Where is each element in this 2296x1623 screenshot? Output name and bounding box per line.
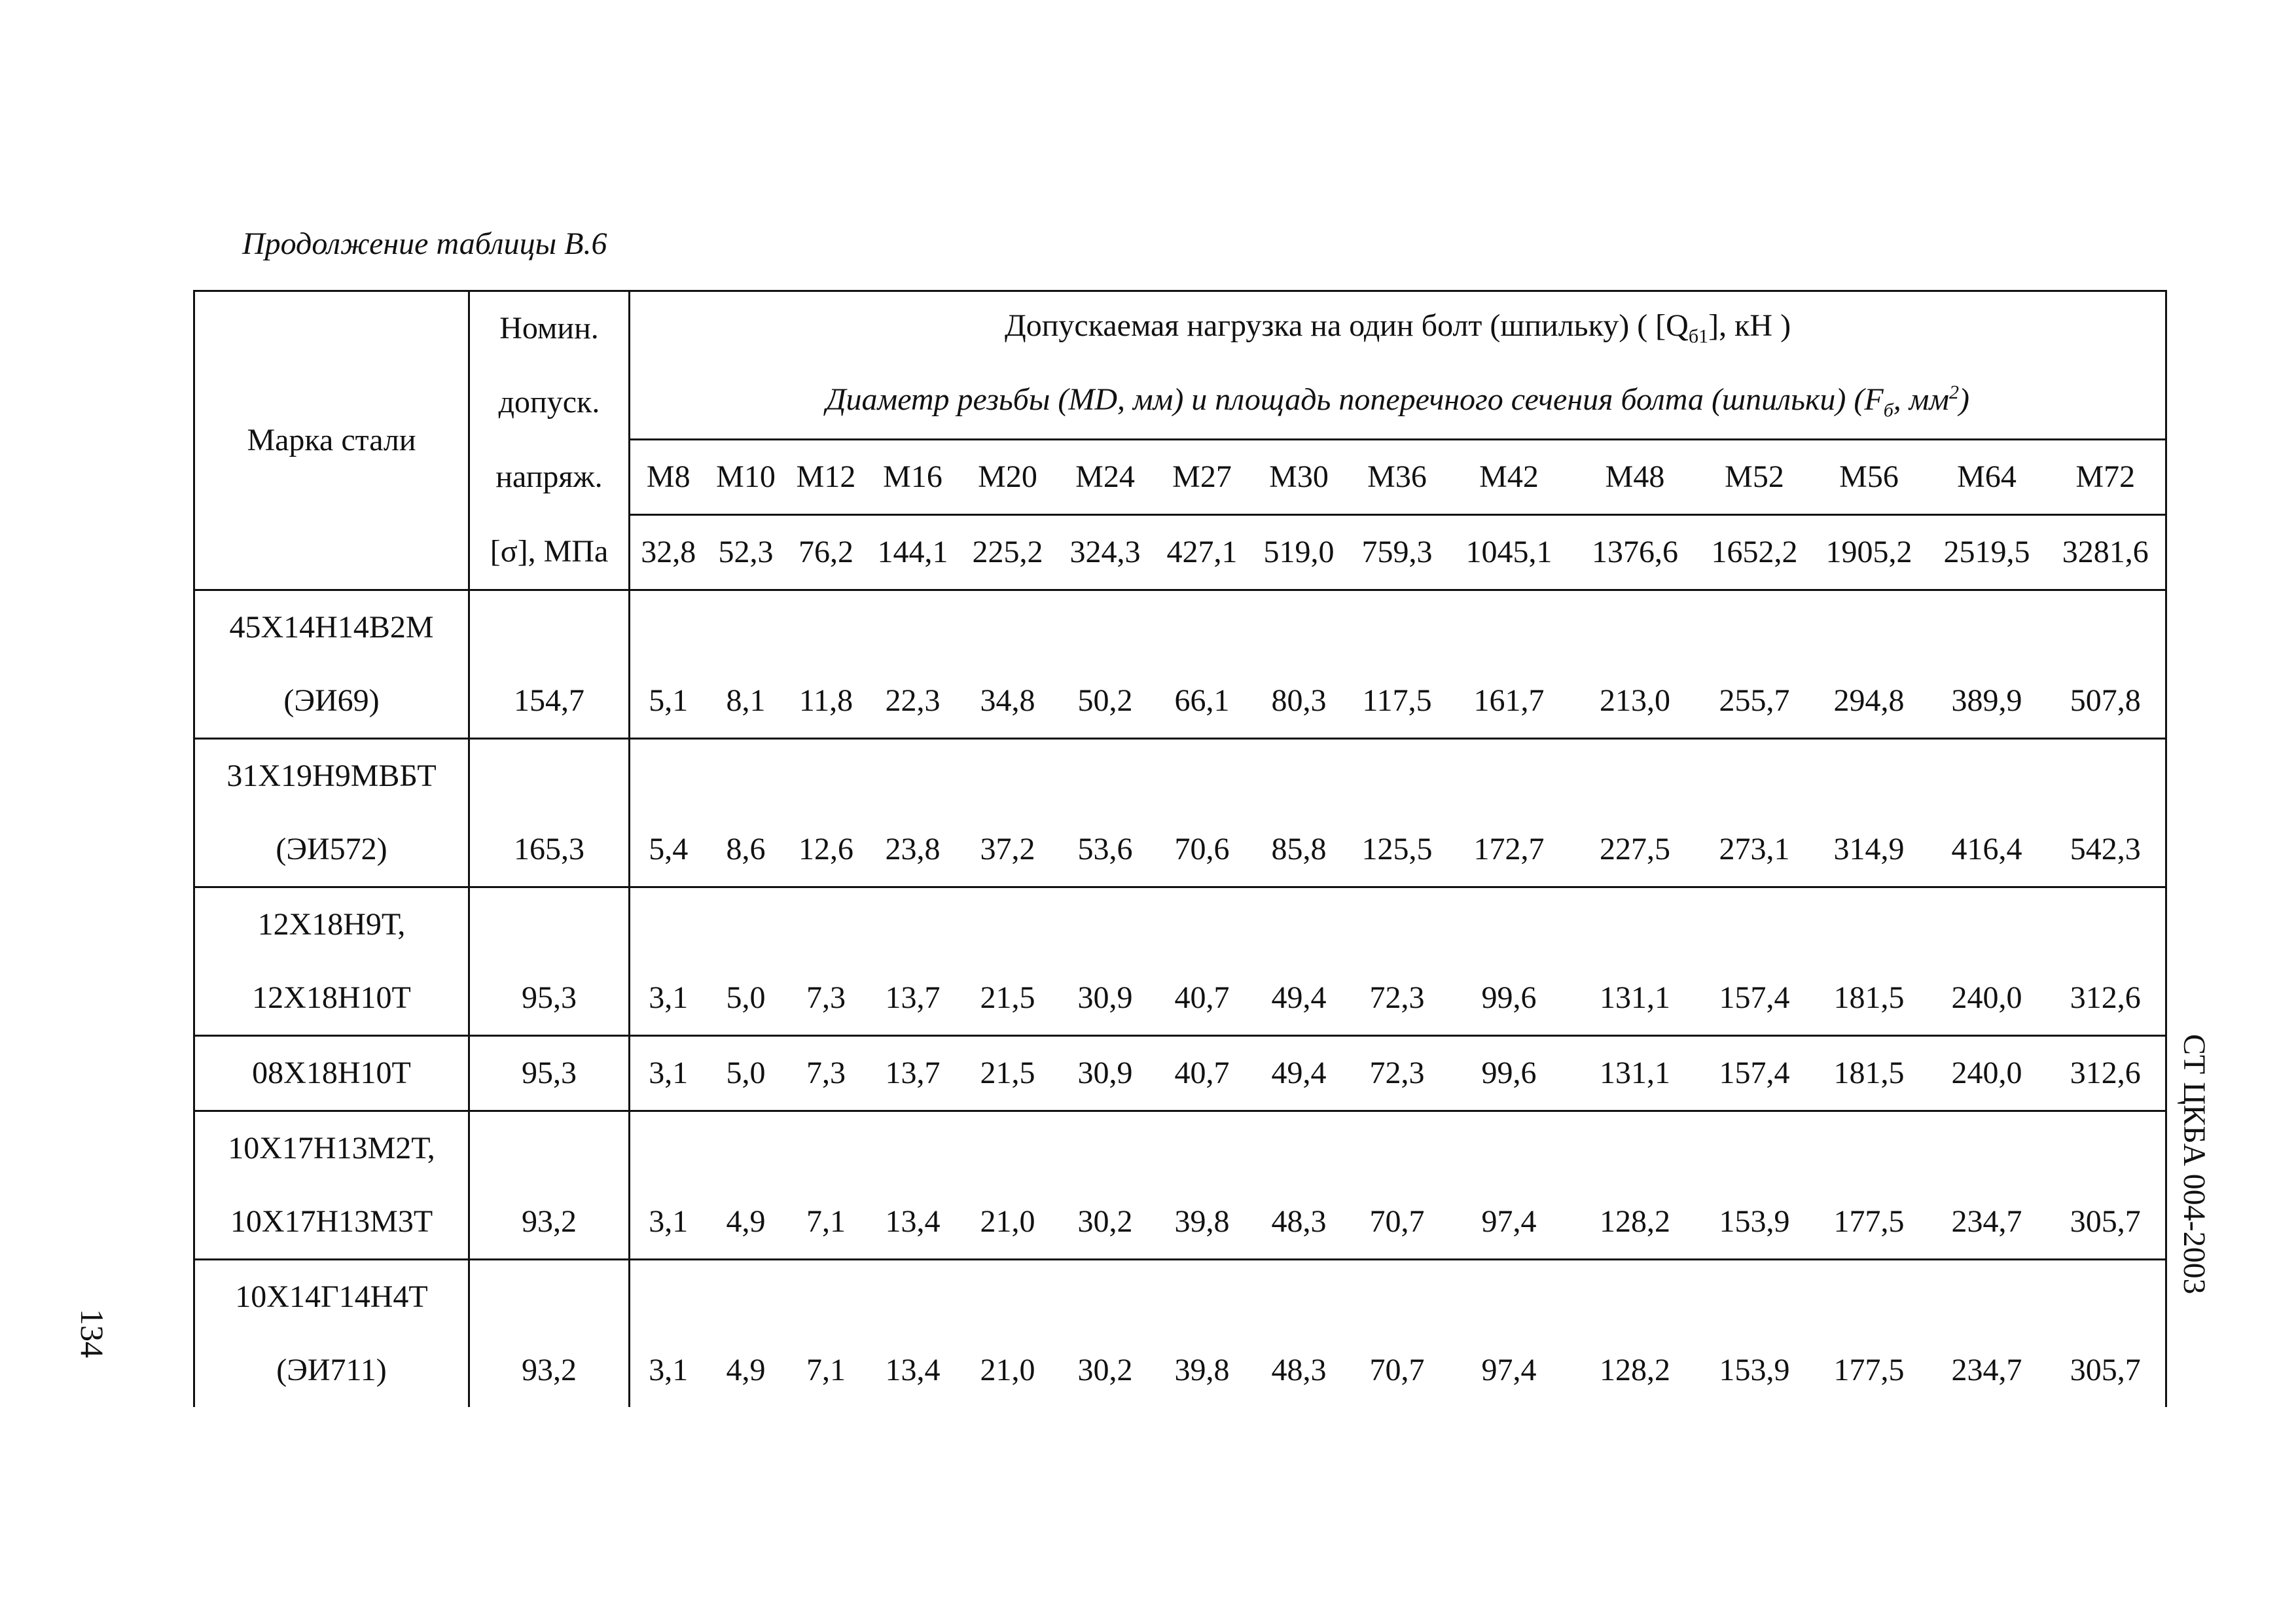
diameter-title-text: Диаметр резьбы (MD, мм) и площадь поперечного сечения болта (шпильки) (F <box>826 382 1884 418</box>
thread-size-12: M56 <box>1810 440 1928 515</box>
thread-size-8: M36 <box>1348 440 1447 515</box>
load-value: 97,4 <box>1447 1111 1571 1260</box>
header-stress-line-1: допуск. <box>469 365 630 440</box>
load-value: 5,0 <box>707 887 785 1036</box>
load-value: 213,0 <box>1571 590 1699 739</box>
header-load-title <box>630 291 2166 366</box>
thread-size-13: M64 <box>1928 440 2046 515</box>
load-value: 49,4 <box>1251 887 1348 1036</box>
header-steel: Марка стали <box>194 291 469 590</box>
table-row <box>194 1111 2166 1260</box>
thread-size-10: M48 <box>1571 440 1699 515</box>
load-value: 13,4 <box>867 1260 959 1408</box>
thread-size-7: M30 <box>1251 440 1348 515</box>
steel-grade-line: 12Х18Н10Т <box>252 980 411 1015</box>
load-value: 4,9 <box>707 1260 785 1408</box>
area-14: 3281,6 <box>2046 515 2166 590</box>
load-value: 5,0 <box>707 1036 785 1111</box>
steel-grade-line: 31Х19Н9МВБТ <box>226 758 437 793</box>
area-9: 1045,1 <box>1447 515 1571 590</box>
load-value: 49,4 <box>1251 1036 1348 1111</box>
steel-grade-line: 10Х17Н13М3Т <box>230 1204 433 1239</box>
load-value: 7,3 <box>785 1036 867 1111</box>
load-value: 30,2 <box>1057 1111 1154 1260</box>
diameter-title-mid: , мм <box>1893 382 1950 418</box>
load-value: 30,9 <box>1057 887 1154 1036</box>
load-value: 240,0 <box>1928 887 2046 1036</box>
steel-grade-line: (ЭИ572) <box>276 832 387 866</box>
area-3: 144,1 <box>867 515 959 590</box>
steel-grade <box>194 1036 469 1111</box>
load-value: 21,5 <box>959 887 1057 1036</box>
load-value: 21,0 <box>959 1111 1057 1260</box>
load-value: 70,7 <box>1348 1260 1447 1408</box>
area-1: 52,3 <box>707 515 785 590</box>
page-number: 134 <box>74 1309 111 1358</box>
load-value: 5,4 <box>630 739 707 887</box>
load-value: 255,7 <box>1699 590 1810 739</box>
load-value: 13,7 <box>867 887 959 1036</box>
thread-size-9: M42 <box>1447 440 1571 515</box>
load-value: 153,9 <box>1699 1111 1810 1260</box>
load-value: 70,7 <box>1348 1111 1447 1260</box>
load-value: 312,6 <box>2046 1036 2166 1111</box>
thread-size-14: M72 <box>2046 440 2166 515</box>
table-row <box>194 739 2166 887</box>
diameter-title-sup: 2 <box>1949 382 1960 404</box>
load-value: 39,8 <box>1154 1111 1251 1260</box>
load-value: 34,8 <box>959 590 1057 739</box>
load-value: 5,1 <box>630 590 707 739</box>
load-value: 30,9 <box>1057 1036 1154 1111</box>
load-title-text: Допускаемая нагрузка на один болт (шпильку) ( [Q <box>1005 308 1689 344</box>
load-value: 4,9 <box>707 1111 785 1260</box>
load-value: 97,4 <box>1447 1260 1571 1408</box>
table-row <box>194 1036 2166 1111</box>
area-11: 1652,2 <box>1699 515 1810 590</box>
load-value: 294,8 <box>1810 590 1928 739</box>
load-value: 181,5 <box>1810 1036 1928 1111</box>
thread-size-5: M24 <box>1057 440 1154 515</box>
thread-size-0: M8 <box>630 440 707 515</box>
load-value: 177,5 <box>1810 1111 1928 1260</box>
load-value: 21,0 <box>959 1260 1057 1408</box>
load-value: 153,9 <box>1699 1260 1810 1408</box>
load-value: 11,8 <box>785 590 867 739</box>
allowable-stress: 95,3 <box>469 1036 630 1111</box>
thread-size-6: M27 <box>1154 440 1251 515</box>
thread-size-3: M16 <box>867 440 959 515</box>
allowable-stress: 93,2 <box>469 1111 630 1260</box>
area-5: 324,3 <box>1057 515 1154 590</box>
load-value: 234,7 <box>1928 1111 2046 1260</box>
load-value: 40,7 <box>1154 1036 1251 1111</box>
load-value: 21,5 <box>959 1036 1057 1111</box>
load-value: 131,1 <box>1571 1036 1699 1111</box>
load-value: 3,1 <box>630 1260 707 1408</box>
diameter-title-end: ) <box>1959 382 1970 418</box>
load-value: 3,1 <box>630 1111 707 1260</box>
allowable-stress: 93,2 <box>469 1260 630 1408</box>
document-code: СТ ЦКБА 004-2003 <box>2177 1034 2212 1294</box>
load-value: 22,3 <box>867 590 959 739</box>
load-value: 37,2 <box>959 739 1057 887</box>
steel-grade-line: 45Х14Н14В2М <box>229 610 434 645</box>
area-12: 1905,2 <box>1810 515 1928 590</box>
load-value: 99,6 <box>1447 1036 1571 1111</box>
area-6: 427,1 <box>1154 515 1251 590</box>
load-value: 234,7 <box>1928 1260 2046 1408</box>
load-value: 542,3 <box>2046 739 2166 887</box>
load-value: 48,3 <box>1251 1111 1348 1260</box>
load-value: 273,1 <box>1699 739 1810 887</box>
load-value: 3,1 <box>630 1036 707 1111</box>
load-value: 128,2 <box>1571 1111 1699 1260</box>
load-value: 50,2 <box>1057 590 1154 739</box>
load-value: 117,5 <box>1348 590 1447 739</box>
load-value: 507,8 <box>2046 590 2166 739</box>
header-stress-line-3: [σ], МПа <box>469 515 630 590</box>
load-value: 23,8 <box>867 739 959 887</box>
load-value: 131,1 <box>1571 887 1699 1036</box>
load-value: 53,6 <box>1057 739 1154 887</box>
load-value: 66,1 <box>1154 590 1251 739</box>
load-value: 72,3 <box>1348 1036 1447 1111</box>
table-row <box>194 887 2166 1036</box>
thread-size-4: M20 <box>959 440 1057 515</box>
load-value: 125,5 <box>1348 739 1447 887</box>
steel-grade-line: (ЭИ69) <box>283 683 380 718</box>
steel-grade-line: 10Х14Г14Н4Т <box>235 1279 428 1314</box>
load-value: 40,7 <box>1154 887 1251 1036</box>
load-value: 99,6 <box>1447 887 1571 1036</box>
load-value: 30,2 <box>1057 1260 1154 1408</box>
load-value: 172,7 <box>1447 739 1571 887</box>
load-value: 177,5 <box>1810 1260 1928 1408</box>
load-value: 72,3 <box>1348 887 1447 1036</box>
steel-grade-line: 08Х18Н10Т <box>252 1056 411 1090</box>
load-value: 48,3 <box>1251 1260 1348 1408</box>
header-stress-line-2: напряж. <box>469 440 630 515</box>
load-value: 7,3 <box>785 887 867 1036</box>
load-title-end: ], кН ) <box>1708 308 1791 344</box>
load-value: 128,2 <box>1571 1260 1699 1408</box>
thread-size-11: M52 <box>1699 440 1810 515</box>
load-value: 7,1 <box>785 1260 867 1408</box>
steel-grade <box>194 590 469 739</box>
load-table <box>193 290 2167 1407</box>
area-7: 519,0 <box>1251 515 1348 590</box>
diameter-title-sub: б <box>1883 399 1893 421</box>
area-0: 32,8 <box>630 515 707 590</box>
load-value: 416,4 <box>1928 739 2046 887</box>
load-title-sub: б1 <box>1688 325 1709 348</box>
allowable-stress: 95,3 <box>469 887 630 1036</box>
load-value: 389,9 <box>1928 590 2046 739</box>
load-value: 70,6 <box>1154 739 1251 887</box>
load-value: 8,6 <box>707 739 785 887</box>
load-value: 8,1 <box>707 590 785 739</box>
steel-grade <box>194 1260 469 1408</box>
load-value: 13,4 <box>867 1111 959 1260</box>
table-row <box>194 1260 2166 1408</box>
load-value: 181,5 <box>1810 887 1928 1036</box>
steel-grade-line: 10Х17Н13М2Т, <box>228 1131 435 1166</box>
thread-size-2: M12 <box>785 440 867 515</box>
load-value: 13,7 <box>867 1036 959 1111</box>
load-value: 305,7 <box>2046 1260 2166 1408</box>
load-value: 3,1 <box>630 887 707 1036</box>
table-row <box>194 590 2166 739</box>
thread-size-1: M10 <box>707 440 785 515</box>
load-value: 12,6 <box>785 739 867 887</box>
load-value: 305,7 <box>2046 1111 2166 1260</box>
header-diameter-title <box>630 365 2166 440</box>
load-value: 314,9 <box>1810 739 1928 887</box>
header-stress-line-0: Номин. <box>469 291 630 366</box>
load-value: 227,5 <box>1571 739 1699 887</box>
allowable-stress: 165,3 <box>469 739 630 887</box>
load-value: 80,3 <box>1251 590 1348 739</box>
load-value: 7,1 <box>785 1111 867 1260</box>
load-value: 157,4 <box>1699 887 1810 1036</box>
load-value: 161,7 <box>1447 590 1571 739</box>
load-value: 85,8 <box>1251 739 1348 887</box>
table-caption: Продолжение таблицы В.6 <box>242 226 607 261</box>
steel-grade <box>194 887 469 1036</box>
steel-grade-line: 12Х18Н9Т, <box>257 907 406 942</box>
steel-grade-line: (ЭИ711) <box>276 1353 387 1387</box>
area-8: 759,3 <box>1348 515 1447 590</box>
allowable-stress: 154,7 <box>469 590 630 739</box>
area-13: 2519,5 <box>1928 515 2046 590</box>
load-value: 240,0 <box>1928 1036 2046 1111</box>
load-value: 312,6 <box>2046 887 2166 1036</box>
area-4: 225,2 <box>959 515 1057 590</box>
steel-grade <box>194 1111 469 1260</box>
area-2: 76,2 <box>785 515 867 590</box>
steel-grade <box>194 739 469 887</box>
area-10: 1376,6 <box>1571 515 1699 590</box>
load-value: 157,4 <box>1699 1036 1810 1111</box>
load-value: 39,8 <box>1154 1260 1251 1408</box>
